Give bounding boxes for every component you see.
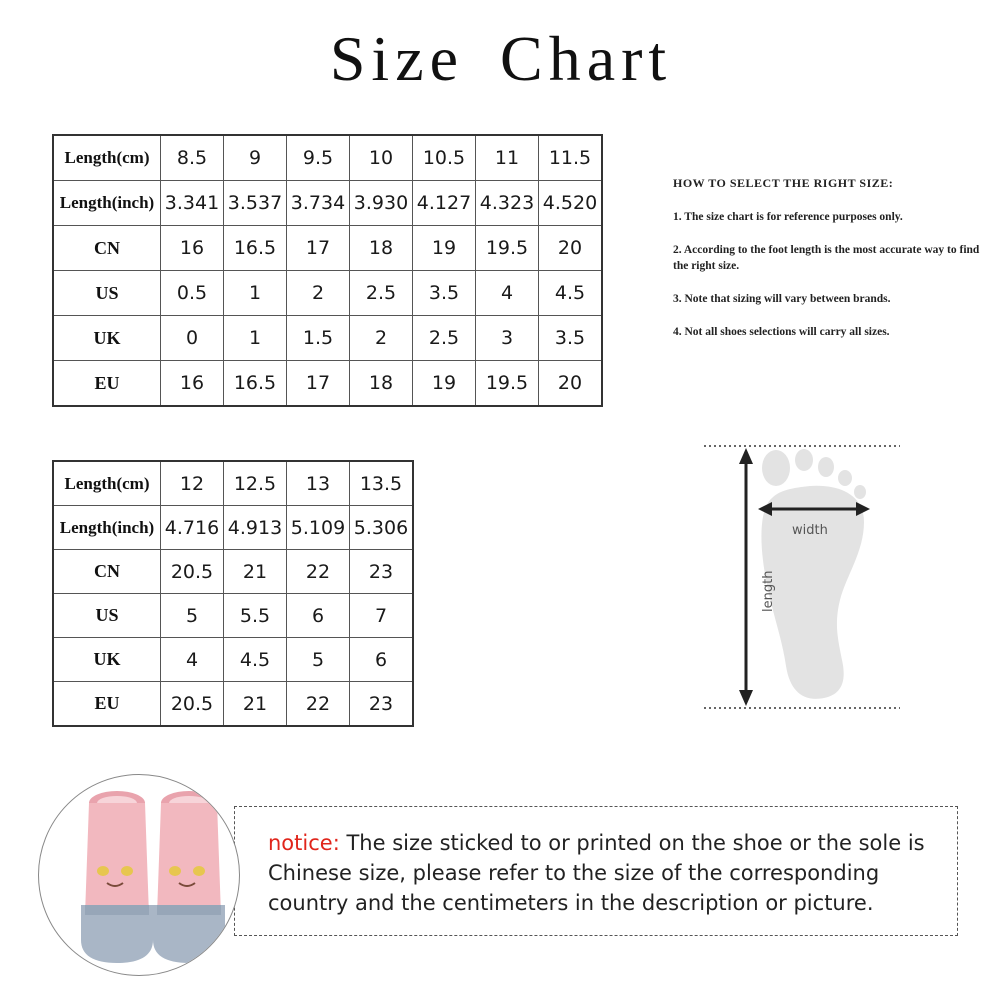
row-label: EU [53, 682, 161, 727]
table-row [53, 594, 413, 638]
table-cell: 8.5 [161, 135, 224, 181]
row-label: Length(inch) [53, 181, 161, 226]
table-cell: 0.5 [161, 271, 224, 316]
table-row [53, 461, 413, 506]
row-label: CN [53, 226, 161, 271]
table-cell: 19.5 [476, 361, 539, 407]
table-cell: 2 [350, 316, 413, 361]
table-cell: 21 [224, 682, 287, 727]
table-row [53, 361, 602, 407]
table-cell: 16 [161, 226, 224, 271]
table-cell: 1.5 [287, 316, 350, 361]
table-cell: 12 [161, 461, 224, 506]
notice-text [268, 828, 948, 918]
table-cell: 22 [287, 550, 350, 594]
foot-measure-diagram [700, 440, 910, 715]
table-cell: 2.5 [350, 271, 413, 316]
table-cell: 12.5 [224, 461, 287, 506]
table-cell: 17 [287, 361, 350, 407]
table-cell: 23 [350, 682, 414, 727]
table-row [53, 316, 602, 361]
table-cell: 3.537 [224, 181, 287, 226]
row-label: Length(cm) [53, 461, 161, 506]
length-arrow [739, 448, 753, 706]
table-cell: 19 [413, 361, 476, 407]
table-cell: 18 [350, 361, 413, 407]
product-photo [38, 774, 240, 976]
table-row [53, 506, 413, 550]
table-cell: 4.716 [161, 506, 224, 550]
size-guide-heading: HOW TO SELECT THE RIGHT SIZE: [673, 176, 894, 190]
table-cell: 16.5 [224, 361, 287, 407]
table-cell: 20.5 [161, 550, 224, 594]
table-cell: 10 [350, 135, 413, 181]
table-cell: 5.306 [350, 506, 414, 550]
table-cell: 23 [350, 550, 414, 594]
table-cell: 17 [287, 226, 350, 271]
table-cell: 5.5 [224, 594, 287, 638]
table-cell: 5 [287, 638, 350, 682]
table-cell: 22 [287, 682, 350, 727]
size-guide-tip: 2. According to the foot length is the most accurate way to find the right size. [673, 244, 980, 272]
table-cell: 21 [224, 550, 287, 594]
table-cell: 11 [476, 135, 539, 181]
table-cell: 20 [539, 361, 603, 407]
row-label: US [53, 271, 161, 316]
table-cell: 20.5 [161, 682, 224, 727]
row-label: CN [53, 550, 161, 594]
table-row [53, 550, 413, 594]
table-row [53, 271, 602, 316]
table-row [53, 181, 602, 226]
right-sock-shoe [153, 791, 225, 963]
table-cell: 4.323 [476, 181, 539, 226]
size-table-1 [52, 134, 603, 407]
width-label: width [792, 523, 828, 538]
table-cell: 13.5 [350, 461, 414, 506]
table-row [53, 226, 602, 271]
row-label: Length(inch) [53, 506, 161, 550]
table-cell: 16 [161, 361, 224, 407]
table-cell: 9.5 [287, 135, 350, 181]
size-guide [673, 176, 993, 357]
table-cell: 19.5 [476, 226, 539, 271]
table-cell: 0 [161, 316, 224, 361]
table-cell: 3.930 [350, 181, 413, 226]
sock-shoes-image [39, 775, 239, 975]
table-cell: 4.5 [539, 271, 603, 316]
row-label: UK [53, 316, 161, 361]
table-cell: 3.734 [287, 181, 350, 226]
size-guide-tip: 4. Not all shoes selections will carry all sizes. [673, 326, 890, 338]
table-cell: 2.5 [413, 316, 476, 361]
table-cell: 4.913 [224, 506, 287, 550]
table-cell: 16.5 [224, 226, 287, 271]
table-cell: 5.109 [287, 506, 350, 550]
size-table-2 [52, 460, 414, 727]
row-label: EU [53, 361, 161, 407]
table-cell: 19 [413, 226, 476, 271]
table-cell: 3.341 [161, 181, 224, 226]
table-cell: 6 [350, 638, 414, 682]
table-row [53, 135, 602, 181]
table-cell: 1 [224, 271, 287, 316]
table-cell: 4.5 [224, 638, 287, 682]
notice-label: notice: [268, 831, 340, 855]
row-label: Length(cm) [53, 135, 161, 181]
table-row [53, 682, 413, 727]
table-row [53, 638, 413, 682]
size-guide-tip: 3. Note that sizing will vary between brands. [673, 293, 891, 305]
size-guide-tip: 1. The size chart is for reference purposes only. [673, 211, 903, 223]
table-cell: 9 [224, 135, 287, 181]
table-cell: 11.5 [539, 135, 603, 181]
footprint-icon [761, 449, 866, 699]
table-cell: 4 [161, 638, 224, 682]
row-label: UK [53, 638, 161, 682]
table-cell: 18 [350, 226, 413, 271]
table-cell: 1 [224, 316, 287, 361]
left-sock-shoe [81, 791, 153, 963]
table-cell: 7 [350, 594, 414, 638]
table-cell: 2 [287, 271, 350, 316]
notice-body: The size sticked to or printed on the shoe or the sole is Chinese size, please refer to the size of the corresponding country and the centimeters in the description or picture. [268, 831, 925, 915]
table-cell: 3 [476, 316, 539, 361]
table-cell: 3.5 [413, 271, 476, 316]
table-cell: 3.5 [539, 316, 603, 361]
table-cell: 4 [476, 271, 539, 316]
table-cell: 5 [161, 594, 224, 638]
table-cell: 13 [287, 461, 350, 506]
page-title: Size Chart [329, 23, 673, 94]
table-cell: 6 [287, 594, 350, 638]
table-cell: 4.520 [539, 181, 603, 226]
row-label: US [53, 594, 161, 638]
table-cell: 10.5 [413, 135, 476, 181]
length-label: length [761, 570, 776, 612]
table-cell: 20 [539, 226, 603, 271]
table-cell: 4.127 [413, 181, 476, 226]
